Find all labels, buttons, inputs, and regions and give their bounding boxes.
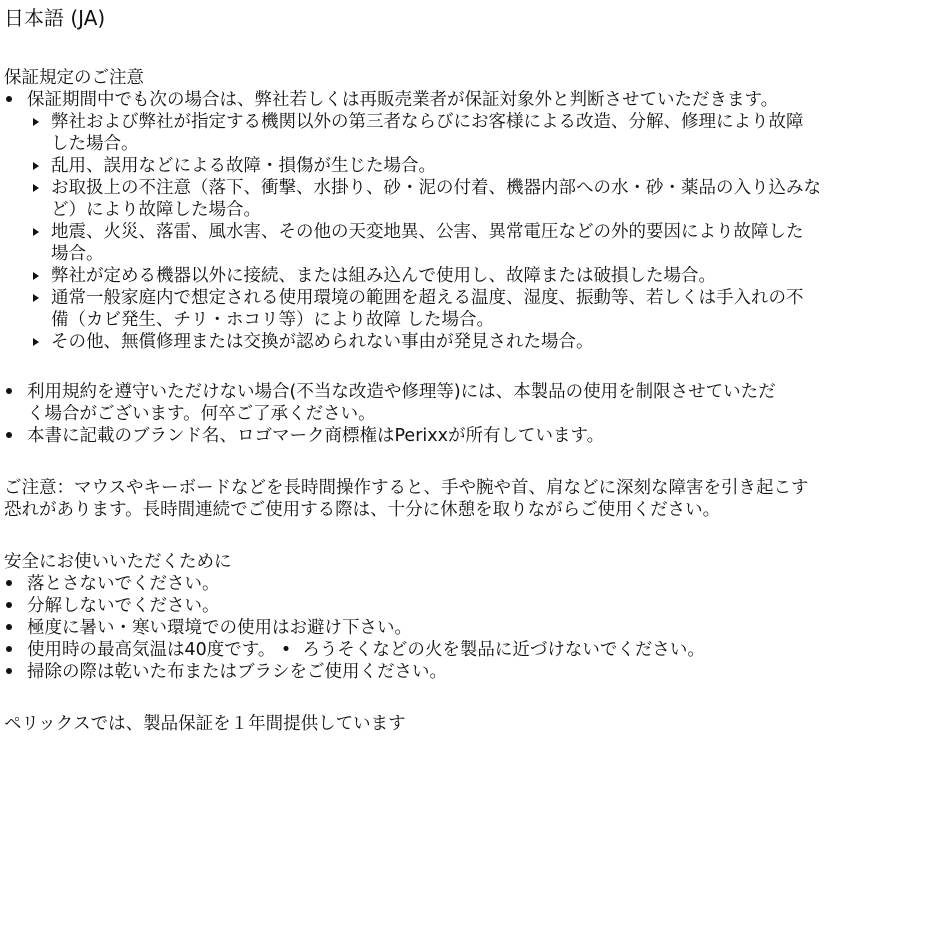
sub-list-item xyxy=(2,265,946,287)
sub-list-item xyxy=(2,111,946,155)
bullet-icon xyxy=(6,425,20,447)
bullet-icon xyxy=(6,381,20,403)
sub-list-item-text: 地震、火災、落雷、風水害、その他の天変地異、公害、異常電圧などの外的要因により故障した 場合。 xyxy=(51,222,804,264)
warranty-heading: 保証規定のご注意 xyxy=(4,68,144,88)
bullet-icon xyxy=(6,639,20,661)
sub-list-item-text: 弊社が定める機器以外に接続、または組み込んで使用し、故障または破損した場合。 xyxy=(51,266,716,286)
warranty-period-text: ペリックスでは、製品保証を１年間提供しています xyxy=(4,714,406,734)
sub-list-item-text: その他、無償修理または交換が認められない事由が発見された場合。 xyxy=(51,332,594,352)
list-item xyxy=(2,381,946,425)
triangle-bullet-icon xyxy=(33,265,39,287)
spacer xyxy=(2,447,946,477)
language-title: 日本語 (JA) xyxy=(4,6,106,30)
triangle-bullet-icon xyxy=(33,331,39,353)
bullet-icon xyxy=(6,89,20,111)
sub-list-item xyxy=(2,221,946,265)
safety-heading: 安全にお使いいただくために xyxy=(4,552,232,572)
bullet-icon xyxy=(6,573,20,595)
list-item-text: 本書に記載のブランド名、ロゴマーク商標権はPerixxが所有しています。 xyxy=(27,426,605,446)
caution-line: ご注意：マウスやキーボードなどを長時間操作すると、手や腕や首、肩などに深刻な障害を引き起こす xyxy=(4,478,809,498)
bullet-icon xyxy=(6,661,20,683)
list-item xyxy=(2,639,946,661)
document-page xyxy=(2,0,946,735)
list-item-text: 極度に暑い・寒い環境での使用はお避け下さい。 xyxy=(27,618,412,638)
spacer xyxy=(2,36,946,67)
bullet-icon xyxy=(6,617,20,639)
list-item xyxy=(2,89,946,111)
triangle-bullet-icon xyxy=(33,177,39,199)
list-item xyxy=(2,573,946,595)
list-item xyxy=(2,661,946,683)
list-item-text: 分解しないでください。 xyxy=(27,596,220,616)
list-item-text: 保証期間中でも次の場合は、弊社若しくは再販売業者が保証対象外と判断させていただきます。 xyxy=(27,90,779,110)
triangle-bullet-icon xyxy=(33,155,39,177)
sub-list-item xyxy=(2,155,946,177)
list-item-text: 落とさないでください。 xyxy=(27,574,220,594)
spacer xyxy=(2,683,946,713)
list-item-text: 掃除の際は乾いた布またはブラシをご使用ください。 xyxy=(27,662,447,682)
list-item xyxy=(2,617,946,639)
bullet-icon xyxy=(6,595,20,617)
sub-list-item xyxy=(2,177,946,221)
sub-list-item-text: 乱用、誤用などによる故障・損傷が生じた場合。 xyxy=(51,156,436,176)
triangle-bullet-icon xyxy=(33,221,39,243)
spacer xyxy=(2,521,946,551)
list-item-text: 利用規約を遵守いただけない場合(不当な改造や修理等)には、本製品の使用を制限させていただ く場合がございます。何卒ご了承ください。 xyxy=(27,382,776,424)
sub-list-item xyxy=(2,331,946,353)
sub-list-item-text: 弊社および弊社が指定する機関以外の第三者ならびにお客様による改造、分解、修理により故障 した場合。 xyxy=(51,112,804,154)
sub-list-item-text: 通常一般家庭内で想定される使用環境の範囲を超える温度、湿度、振動等、若しくは手入れの不 備（カビ発生、チリ・ホコリ等）により故障 した場合。 xyxy=(51,288,804,330)
triangle-bullet-icon xyxy=(33,287,39,309)
list-item-text: 使用時の最高気温は40度です。 • ろうそくなどの火を製品に近づけないでください。 xyxy=(27,640,705,660)
triangle-bullet-icon xyxy=(33,111,39,133)
sub-list-item xyxy=(2,287,946,331)
spacer xyxy=(2,353,946,375)
list-item xyxy=(2,425,946,447)
sub-list-item-text: お取扱上の不注意（落下、衝撃、水掛り、砂・泥の付着、機器内部への水・砂・薬品の入り込みな ど）により故障した場合。 xyxy=(51,178,821,220)
caution-line: 恐れがあります。長時間連続でご使用する際は、十分に休憩を取りながらご使用ください。 xyxy=(4,500,721,520)
list-item xyxy=(2,595,946,617)
